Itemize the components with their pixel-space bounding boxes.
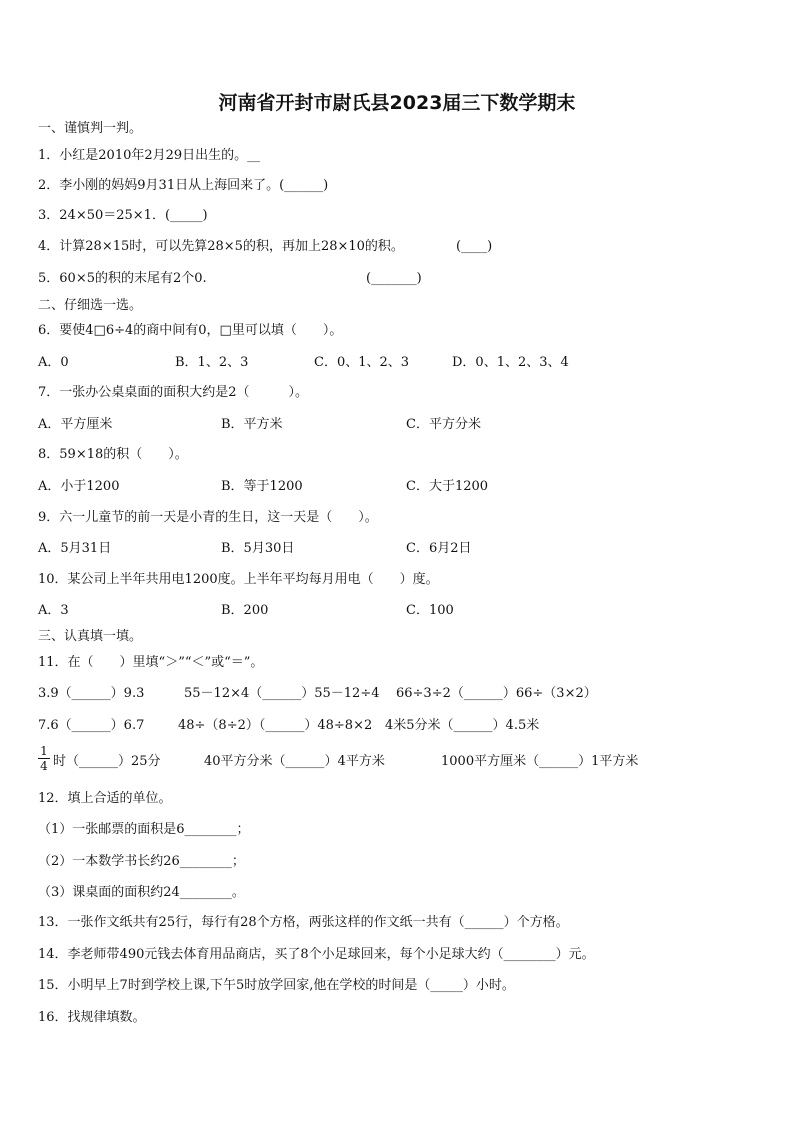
q11-comparison: 4米5分米（______）4.5米 xyxy=(385,718,540,733)
question-7-option-b: B．平方米 xyxy=(221,417,283,432)
section-heading-2: 二、仔细选一选。 xyxy=(38,298,143,313)
question-1: 1．小红是2010年2月29日出生的。__ xyxy=(38,148,261,163)
question-9-option-b: B．5月30日 xyxy=(221,541,295,556)
q11-comparison: 3.9（______）9.3 xyxy=(38,686,145,701)
question-7-option-c: C．平方分米 xyxy=(406,417,481,432)
question-6-option-a: A．0 xyxy=(38,355,69,370)
question-8-option-c: C．大于1200 xyxy=(406,479,489,494)
q11-comparison: 40平方分米（______）4平方米 xyxy=(204,754,385,769)
question-10-option-b: B．200 xyxy=(221,603,269,618)
fraction-denominator: 4 xyxy=(40,759,48,773)
question-8-option-b: B．等于1200 xyxy=(221,479,303,494)
question-9-option-c: C．6月2日 xyxy=(406,541,472,556)
document-title: 河南省开封市尉氏县2023届三下数学期末 xyxy=(218,92,576,114)
q11-comparison: 66÷3÷2（______）66÷（3×2） xyxy=(396,686,597,701)
question-11: 11．在（ ）里填“＞”“＜”或“＝”。 xyxy=(38,655,264,670)
question-12-item-1: （1）一张邮票的面积是6________； xyxy=(38,822,250,837)
q11-comparison: 7.6（______）6.7 xyxy=(38,718,145,733)
fraction-numerator: 1 xyxy=(38,744,50,759)
question-14: 14．李老师带490元钱去体育用品商店，买了8个小足球回来，每个小足球大约（________）元。 xyxy=(38,947,595,962)
question-8: 8．59×18的积（ ）。 xyxy=(38,447,188,462)
question-15: 15．小明早上7时到学校上课,下午5时放学回家,他在学校的时间是（_____）小时。 xyxy=(38,978,515,993)
question-5: 5．60×5的积的末尾有2个0. xyxy=(38,271,207,286)
question-4-blank: (____) xyxy=(456,239,493,254)
question-16: 16．找规律填数。 xyxy=(38,1010,146,1025)
question-10-option-a: A．3 xyxy=(38,603,69,618)
q11-comparison: 时（______）25分 xyxy=(53,754,161,769)
question-9: 9．六一儿童节的前一天是小青的生日，这一天是（ ）。 xyxy=(38,510,378,525)
question-5-blank: (_______) xyxy=(366,271,422,286)
question-6-option-d: D．0、1、2、3、4 xyxy=(452,355,569,370)
question-13: 13．一张作文纸共有25行，每行有28个方格，两张这样的作文纸一共有（______）个方格。 xyxy=(38,915,569,930)
question-6-option-b: B．1、2、3 xyxy=(175,355,249,370)
q11-comparison: 1000平方厘米（______）1平方米 xyxy=(441,754,639,769)
question-8-option-a: A．小于1200 xyxy=(38,479,120,494)
question-12-item-2: （2）一本数学书长约26________； xyxy=(38,854,245,869)
question-10: 10．某公司上半年共用电1200度。上半年平均每月用电（ ）度。 xyxy=(38,572,439,587)
section-heading-1: 一、谨慎判一判。 xyxy=(38,121,143,136)
section-heading-3: 三、认真填一填。 xyxy=(38,629,143,644)
q11-comparison: 48÷（8÷2）（______）48÷8×2 xyxy=(178,718,373,733)
question-7-option-a: A．平方厘米 xyxy=(38,417,113,432)
question-2: 2．李小刚的妈妈9月31日从上海回来了。(______) xyxy=(38,178,329,193)
question-9-option-a: A．5月31日 xyxy=(38,541,112,556)
question-12-item-3: （3）课桌面的面积约24________。 xyxy=(38,885,245,900)
question-4: 4．计算28×15时，可以先算28×5的积，再加上28×10的积。 xyxy=(38,239,404,254)
q11-comparison: 55－12×4（______）55－12÷4 xyxy=(184,686,380,701)
fraction-one-quarter xyxy=(38,744,50,773)
question-6: 6．要使4□6÷4的商中间有0，□里可以填（ ）。 xyxy=(38,323,343,338)
question-10-option-c: C．100 xyxy=(406,603,454,618)
question-3: 3．24×50＝25×1．(_____) xyxy=(38,208,208,223)
question-6-option-c: C．0、1、2、3 xyxy=(314,355,410,370)
question-7: 7．一张办公桌桌面的面积大约是2（ ）。 xyxy=(38,385,309,400)
question-12: 12．填上合适的单位。 xyxy=(38,791,172,806)
